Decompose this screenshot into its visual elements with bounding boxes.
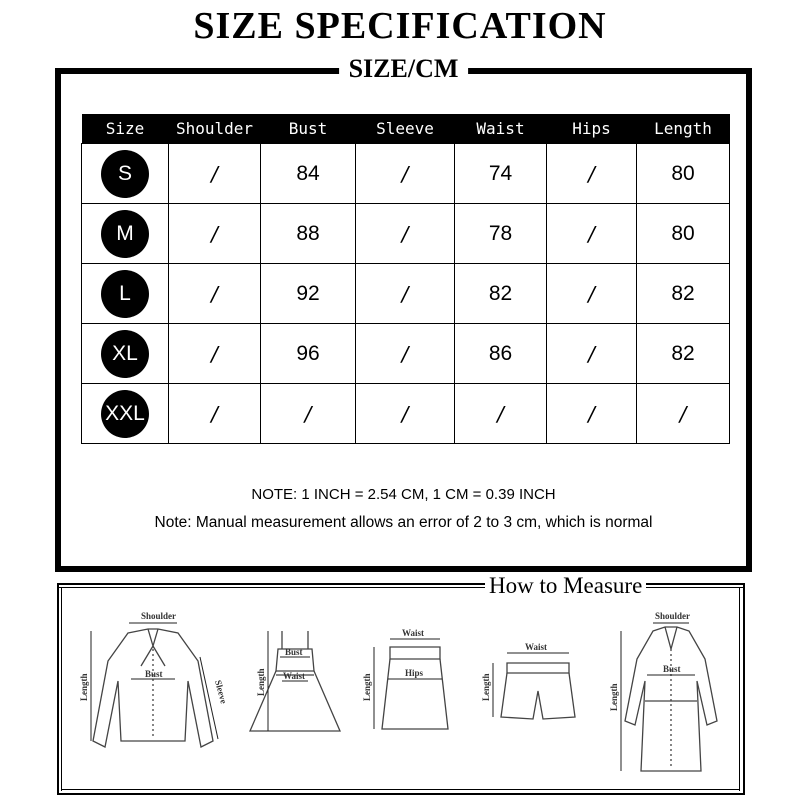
shoulder-cell: / <box>169 264 261 324</box>
divider-line <box>743 583 745 795</box>
sleeve-cell: / <box>356 144 455 204</box>
shoulder-cell: / <box>169 144 261 204</box>
error-note: Note: Manual measurement allows an error of 2 to 3 cm, which is normal <box>154 514 653 531</box>
size-table <box>81 114 730 444</box>
size-badge: M <box>101 210 149 258</box>
header-sleeve: Sleeve <box>356 114 455 144</box>
size-cell <box>82 384 169 444</box>
size-cell <box>82 324 169 384</box>
bust-cell: 92 <box>261 264 356 324</box>
waist-cell: 78 <box>455 204 547 264</box>
divider-line <box>61 587 62 791</box>
how-to-measure-section <box>57 573 745 795</box>
header-hips: Hips <box>547 114 637 144</box>
hips-cell: / <box>547 144 637 204</box>
size-badge: L <box>101 270 149 318</box>
shoulder-cell: / <box>169 204 261 264</box>
table-row <box>82 204 730 264</box>
size-badge: XL <box>101 330 149 378</box>
hips-cell: / <box>547 384 637 444</box>
length-label: Length <box>79 673 89 701</box>
blouse-diagram <box>73 601 233 787</box>
how-to-measure-title: How to Measure <box>485 573 646 599</box>
size-chart-frame <box>55 54 752 572</box>
length-cell: 80 <box>637 204 730 264</box>
waist-cell: 86 <box>455 324 547 384</box>
sleeve-cell: / <box>356 264 455 324</box>
size-badge: S <box>101 150 149 198</box>
measurement-figures <box>65 601 737 787</box>
length-cell: / <box>637 384 730 444</box>
sleeve-cell: / <box>356 204 455 264</box>
header-size: Size <box>82 114 169 144</box>
length-label: Length <box>362 673 372 701</box>
size-badge: XXL <box>101 390 149 438</box>
sleeve-cell: / <box>356 324 455 384</box>
waist-label: Waist <box>283 671 306 681</box>
divider-line <box>57 793 745 795</box>
conversion-note: NOTE: 1 INCH = 2.54 CM, 1 CM = 0.39 INCH <box>251 486 556 503</box>
sleeve-label: Sleeve <box>213 678 229 705</box>
bust-label: Bust <box>285 647 303 657</box>
waist-label: Waist <box>525 642 548 652</box>
shorts-diagram <box>477 601 597 787</box>
divider-line <box>739 587 740 791</box>
divider-line <box>57 583 59 795</box>
sleeve-cell: / <box>356 384 455 444</box>
waist-label: Waist <box>402 628 425 638</box>
size-cell <box>82 144 169 204</box>
length-cell: 82 <box>637 324 730 384</box>
header-shoulder: Shoulder <box>169 114 261 144</box>
coat-diagram <box>605 601 735 787</box>
length-cell: 82 <box>637 264 730 324</box>
skirt-diagram <box>360 601 470 787</box>
divider-line <box>61 789 740 790</box>
bust-cell: 96 <box>261 324 356 384</box>
shoulder-label: Shoulder <box>655 611 691 621</box>
hips-cell: / <box>547 324 637 384</box>
hips-label: Hips <box>405 668 424 678</box>
hips-cell: / <box>547 204 637 264</box>
unit-label: SIZE/CM <box>339 54 469 84</box>
bust-cell: 84 <box>261 144 356 204</box>
table-row <box>82 264 730 324</box>
bust-cell: / <box>261 384 356 444</box>
shoulder-label: Shoulder <box>141 611 177 621</box>
bust-label: Bust <box>145 669 163 679</box>
hips-cell: / <box>547 264 637 324</box>
table-row <box>82 324 730 384</box>
dress-diagram <box>240 601 350 787</box>
header-waist: Waist <box>455 114 547 144</box>
size-cell <box>82 204 169 264</box>
bust-cell: 88 <box>261 204 356 264</box>
shoulder-cell: / <box>169 384 261 444</box>
length-label: Length <box>256 668 266 696</box>
shoulder-cell: / <box>169 324 261 384</box>
waist-cell: 82 <box>455 264 547 324</box>
table-row <box>82 384 730 444</box>
waist-cell: 74 <box>455 144 547 204</box>
header-bust: Bust <box>261 114 356 144</box>
bust-label: Bust <box>663 664 681 674</box>
length-label: Length <box>609 683 619 711</box>
length-label: Length <box>481 673 491 701</box>
size-cell <box>82 264 169 324</box>
table-row <box>82 144 730 204</box>
header-length: Length <box>637 114 730 144</box>
waist-cell: / <box>455 384 547 444</box>
table-header-row <box>82 114 730 144</box>
page-title: SIZE SPECIFICATION <box>193 5 607 47</box>
length-cell: 80 <box>637 144 730 204</box>
